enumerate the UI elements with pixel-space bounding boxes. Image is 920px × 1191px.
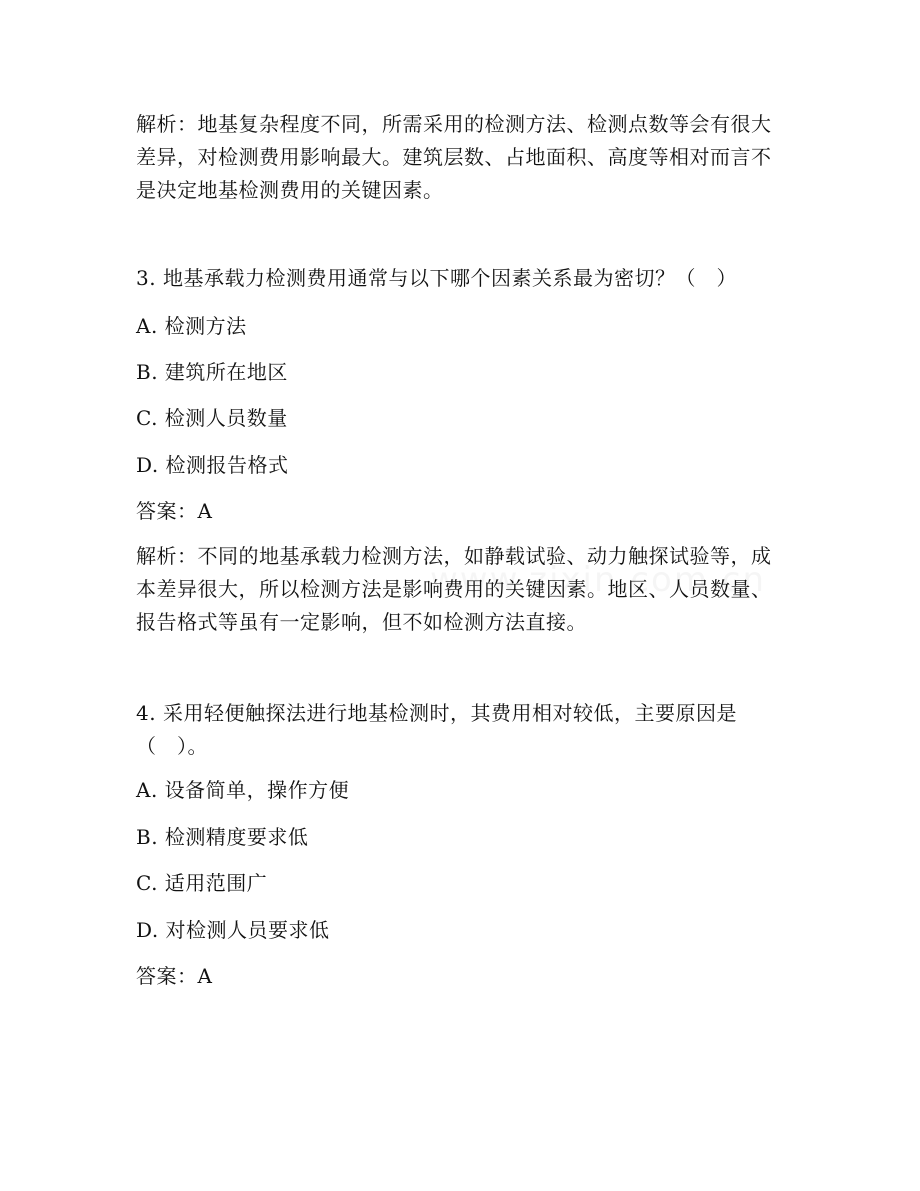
q4-answer: 答案：A	[136, 964, 213, 988]
question-4: 4. 采用轻便触探法进行地基检测时，其费用相对较低，主要原因是（ ）。	[136, 701, 737, 758]
analysis-q3: 解析：不同的地基承载力检测方法，如静载试验、动力触探试验等，成本差异很大，所以检测方法是影响费用的关键因素。地区、人员数量、报告格式等虽有一定影响，但不如检测方法直接。	[136, 544, 772, 634]
q3-answer: 答案：A	[136, 499, 213, 523]
q3-option-d: D. 检测报告格式	[136, 453, 289, 477]
q4-option-c: C. 适用范围广	[136, 871, 268, 895]
q3-option-a: A. 检测方法	[136, 314, 247, 338]
q3-option-b: B. 建筑所在地区	[136, 360, 288, 384]
question-3: 3. 地基承载力检测费用通常与以下哪个因素关系最为密切？（ ）	[136, 266, 737, 290]
q4-option-a: A. 设备简单，操作方便	[136, 778, 350, 802]
q3-option-c: C. 检测人员数量	[136, 406, 288, 430]
q4-option-d: D. 对检测人员要求低	[136, 918, 330, 942]
q4-option-b: B. 检测精度要求低	[136, 825, 309, 849]
analysis-q2: 解析：地基复杂程度不同，所需采用的检测方法、检测点数等会有很大差异，对检测费用影响最大。建筑层数、占地面积、高度等相对而言不是决定地基检测费用的关键因素。	[136, 112, 772, 202]
